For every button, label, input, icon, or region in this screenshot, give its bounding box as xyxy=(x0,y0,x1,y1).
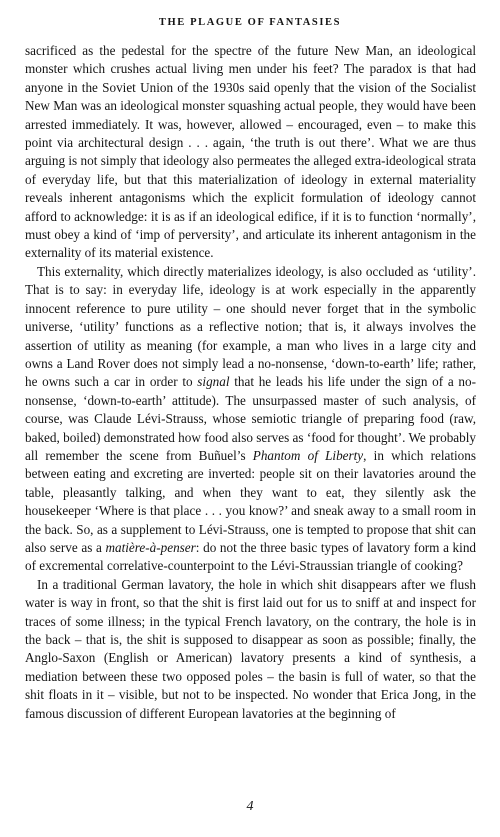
page-number: 4 xyxy=(246,799,254,814)
italic-term: matière-à-penser xyxy=(105,539,196,555)
running-head: THE PLAGUE OF FANTASIES xyxy=(158,17,342,28)
paragraph-2 xyxy=(25,263,476,576)
paragraph-3 xyxy=(25,576,476,723)
body-text xyxy=(25,42,476,723)
paragraph-text: sacrificed as the pedestal for the spectre of the future New Man, an ideological monster which crushes actual living men under his feet? The paradox is that had anyone in the Soviet Union of the 1930s said openly that the vision of the Socialist New Man was an ideological monster squashing actual people, they would have been arrested immediately. It was, however, allowed – encouraged, even – to make this point via architectural design . . . again, ‘the truth is out there’. What we are thus arguing is not simply that ideology also permeates the alleged extra-ideological strata of everyday life, but that this materialization of ideology in external materiality reveals inherent antagonisms which the explicit formulation of ideology cannot afford to acknowledge: it is as if an ideological edifice, if it is to function ‘normally’, must obey a kind of ‘imp of perversity’, and articulate its inherent antagonism in the externality of its material existence. xyxy=(25,43,476,261)
paragraph-text: This externality, which directly materializes ideology, is also occluded as ‘utility’. That is to say: in everyday life, ideology is at work especially in the apparently innocent reference to pure utility – one should never forget that in the symbolic universe, ‘utility’ functions as a reflective notion; that is, it always involves the assertion of utility as meaning (for example, a man who lives in a large city and owns a Land Rover does not simply lead a no-nonsense, ‘down-to-earth’ life; rather, he owns such a car in order to xyxy=(25,263,476,390)
film-title: Phantom of Liberty xyxy=(252,447,364,463)
paragraph-1 xyxy=(25,42,476,263)
paragraph-text: In a traditional German lavatory, the hole in which shit disappears after we flush water is way in front, so that the shit is first laid out for us to sniff at and inspect for traces of some illness; in the typical French lavatory, on the contrary, the hole is in the back – that is, the shit is supposed to disappear as soon as possible; finally, the Anglo-Saxon (English or American) lavatory presents a kind of synthesis, a mediation between these two opposed poles – the basin is full of water, so that the shit floats in it – visible, but not to be inspected. No wonder that Erica Jong, in the famous discussion of different European lavatories at the beginning of xyxy=(25,576,476,721)
paragraph-text: , in which relations between eating and excreting are inverted: people sit on their lavatories around the table, pleasantly talking, and when they want to eat, they silently ask the housekeeper ‘Where is that place . . . you know?’ and sneak away to a small room in the back. So, as a supplement to Lévi-Strauss, one is tempted to propose that shit can also serve as a xyxy=(25,447,476,555)
paragraph-text: that he leads his life under the sign of a no-nonsense, ‘down-to-earth’ attitude). The unsurpassed master of such analysis, of course, was Claude Lévi-Strauss, whose semiotic triangle of preparing food (raw, baked, boiled) demonstrated how food also serves as ‘food for thought’. We probably all remember the scene from Buñuel’s xyxy=(25,374,476,463)
paragraph-text: : do not the three basic types of lavatory form a kind of excremental correlative-counterpoint to the Lévi-Straussian triangle of cooking? xyxy=(25,539,477,574)
italic-term: signal xyxy=(197,374,230,390)
